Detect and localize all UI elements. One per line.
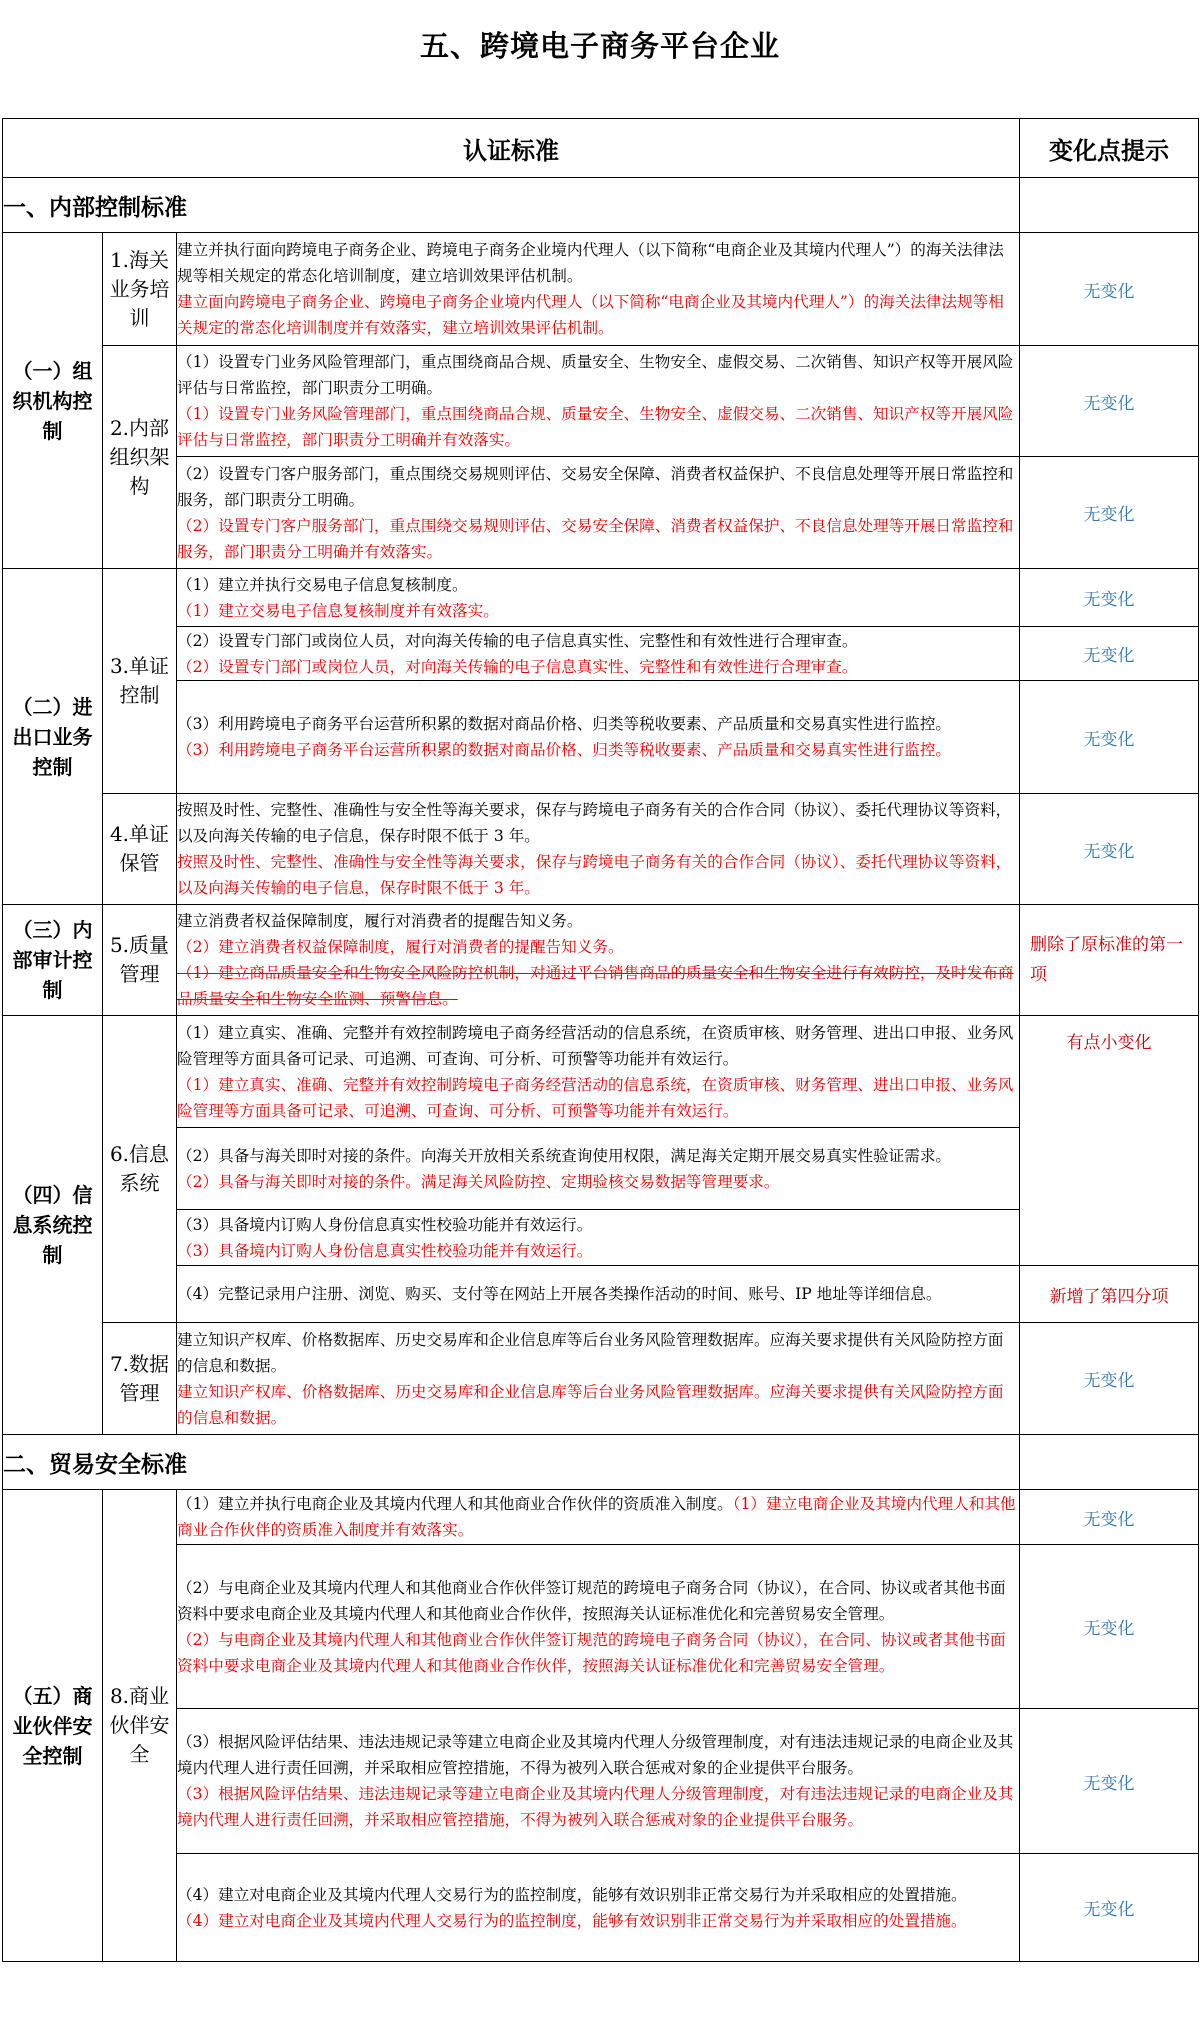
- item-quality-management: 5.质量管理: [103, 905, 177, 1016]
- standard-cell: [177, 627, 1020, 681]
- standard-cell: [177, 681, 1020, 794]
- table-row: [3, 1545, 1199, 1709]
- old-standard-text: （1）建立并执行交易电子信息复核制度。: [177, 575, 468, 594]
- table-row: [3, 1128, 1199, 1210]
- table-row: [3, 794, 1199, 905]
- old-standard-text: （2）设置专门部门或岗位人员，对向海关传输的电子信息真实性、完整性和有效性进行合理审查。: [177, 631, 858, 650]
- deleted-standard-text: （1）建立商品质量安全和生物安全风险防控机制，对通过平台销售商品的质量安全和生物安全进行有效防控，及时发布商品质量安全和生物安全监测、预警信息。: [177, 964, 1014, 1008]
- change-note: 无变化: [1020, 627, 1199, 681]
- item-document-keeping: 4.单证保管: [103, 794, 177, 905]
- item-customs-training: 1.海关业务培训: [103, 233, 177, 346]
- old-standard-text: （4）建立对电商企业及其境内代理人交易行为的监控制度，能够有效识别非正常交易行为并采取相应的处置措施。: [177, 1885, 967, 1904]
- old-standard-text: （4）完整记录用户注册、浏览、购买、支付等在网站上开展各类操作活动的时间、账号、IP 地址等详细信息。: [177, 1285, 942, 1303]
- table-row: [3, 457, 1199, 569]
- change-note: 删除了原标准的第一项: [1020, 905, 1199, 1016]
- standard-cell: [177, 346, 1020, 457]
- standard-cell: [177, 233, 1020, 346]
- old-standard-text: 按照及时性、完整性、准确性与安全性等海关要求，保存与跨境电子商务有关的合作合同（协议）、委托代理协议等资料，以及向海关传输的电子信息，保存时限不低于 3 年。: [177, 801, 1012, 845]
- section-title-internal-control: 一、内部控制标准: [3, 178, 1020, 233]
- table-row: [3, 1854, 1199, 1962]
- new-standard-text: （4）建立对电商企业及其境内代理人交易行为的监控制度，能够有效识别非正常交易行为并采取相应的处置措施。: [177, 1911, 967, 1930]
- new-standard-text: （1）建立交易电子信息复核制度并有效落实。: [177, 601, 499, 620]
- standard-cell: [177, 569, 1020, 627]
- category-internal-audit: （三）内部审计控制: [3, 905, 103, 1016]
- new-standard-text: 建立面向跨境电子商务企业、跨境电子商务企业境内代理人（以下简称“电商企业及其境内代理人”）的海关法律法规等相关规定的常态化培训制度并有效落实，建立培训效果评估机制。: [177, 293, 1004, 337]
- change-note: 有点小变化: [1020, 1016, 1199, 1266]
- table-row: [3, 233, 1199, 346]
- standard-cell: [177, 1545, 1020, 1709]
- change-note: 无变化: [1020, 569, 1199, 627]
- header-change: 变化点提示: [1020, 119, 1199, 178]
- header-standard: 认证标准: [3, 119, 1020, 178]
- new-standard-text: （3）根据风险评估结果、违法违规记录等建立电商企业及其境内代理人分级管理制度，对有违法违规记录的电商企业及其境内代理人进行责任回溯，并采取相应管控措施，不得为被列入联合惩戒对象的企业提供平台服务。: [177, 1785, 1014, 1829]
- new-standard-text: 建立知识产权库、价格数据库、历史交易库和企业信息库等后台业务风险管理数据库。应海关要求提供有关风险防控方面的信息和数据。: [177, 1382, 1004, 1427]
- old-standard-text: （3）具备境内订购人身份信息真实性校验功能并有效运行。: [177, 1215, 593, 1234]
- change-note: 无变化: [1020, 681, 1199, 794]
- new-standard-text: （3）利用跨境电子商务平台运营所积累的数据对商品价格、归类等税收要素、产品质量和交易真实性进行监控。: [177, 741, 952, 759]
- new-standard-text: （2）设置专门客户服务部门，重点围绕交易规则评估、交易安全保障、消费者权益保护、不良信息处理等开展日常监控和服务，部门职责分工明确并有效落实。: [177, 516, 1014, 561]
- category-partner-security: （五）商业伙伴安全控制: [3, 1490, 103, 1962]
- item-info-system: 6.信息系统: [103, 1016, 177, 1323]
- table-row: [3, 1323, 1199, 1435]
- old-standard-text: （3）根据风险评估结果、违法违规记录等建立电商企业及其境内代理人分级管理制度，对有违法违规记录的电商企业及其境内代理人进行责任回溯，并采取相应管控措施，不得为被列入联合惩戒对象的企业提供平台服务。: [177, 1733, 1014, 1777]
- section-row: [3, 178, 1199, 233]
- page-title: 五、跨境电子商务平台企业: [419, 29, 780, 63]
- standard-cell: [177, 905, 1020, 1016]
- table-row: [3, 1266, 1199, 1323]
- old-standard-text: （1）建立真实、准确、完整并有效控制跨境电子商务经营活动的信息系统，在资质审核、财务管理、进出口申报、业务风险管理等方面具备可记录、可追溯、可查询、可分析、可预警等功能并有效运行。: [177, 1023, 1014, 1068]
- new-standard-text: （1）建立电商企业及其境内代理人和其他商业合作伙伴的资质准入制度并有效落实。: [177, 1495, 1016, 1539]
- standard-cell: [177, 1266, 1020, 1323]
- table-row: [3, 681, 1199, 794]
- table-row: [3, 905, 1199, 1016]
- standard-cell: [177, 1016, 1020, 1128]
- standard-cell: [177, 1210, 1020, 1266]
- section-row: [3, 1435, 1199, 1490]
- item-document-control: 3.单证控制: [103, 569, 177, 794]
- new-standard-text: （1）建立真实、准确、完整并有效控制跨境电子商务经营活动的信息系统，在资质审核、财务管理、进出口申报、业务风险管理等方面具备可记录、可追溯、可查询、可分析、可预警等功能并有效运行。: [177, 1075, 1014, 1120]
- new-standard-text: （2）具备与海关即时对接的条件。满足海关风险防控、定期验核交易数据等管理要求。: [177, 1172, 780, 1191]
- new-standard-text: （2）设置专门部门或岗位人员，对向海关传输的电子信息真实性、完整性和有效性进行合理审查。: [177, 657, 858, 676]
- change-note: 无变化: [1020, 1323, 1199, 1435]
- section-change-cell: [1020, 178, 1199, 233]
- section-title-trade-security: 二、贸易安全标准: [3, 1435, 1020, 1490]
- change-note: 无变化: [1020, 457, 1199, 569]
- certification-standards-table: [2, 118, 1199, 1962]
- old-standard-text: （2）具备与海关即时对接的条件。向海关开放相关系统查询使用权限，满足海关定期开展交易真实性验证需求。: [177, 1146, 952, 1165]
- old-standard-text: 建立知识产权库、价格数据库、历史交易库和企业信息库等后台业务风险管理数据库。应海关要求提供有关风险防控方面的信息和数据。: [177, 1330, 1004, 1375]
- old-standard-text: （2）设置专门客户服务部门，重点围绕交易规则评估、交易安全保障、消费者权益保护、不良信息处理等开展日常监控和服务，部门职责分工明确。: [177, 464, 1014, 509]
- change-note: 无变化: [1020, 1545, 1199, 1709]
- standard-cell: [177, 1323, 1020, 1435]
- standard-cell: [177, 457, 1020, 569]
- old-standard-text: （3）利用跨境电子商务平台运营所积累的数据对商品价格、归类等税收要素、产品质量和交易真实性进行监控。: [177, 715, 952, 733]
- change-note: 无变化: [1020, 1854, 1199, 1962]
- category-import-export-control: （二）进出口业务控制: [3, 569, 103, 905]
- change-note: 新增了第四分项: [1020, 1266, 1199, 1323]
- new-standard-text: （2）与电商企业及其境内代理人和其他商业合作伙伴签订规范的跨境电子商务合同（协议），在合同、协议或者其他书面资料中要求电商企业及其境内代理人和其他商业合作伙伴，按照海关认证标准优化和完善贸易安全管理。: [177, 1630, 1006, 1675]
- change-note: 无变化: [1020, 794, 1199, 905]
- new-standard-text: （2）建立消费者权益保障制度，履行对消费者的提醒告知义务。: [177, 938, 624, 956]
- table-row: [3, 1490, 1199, 1545]
- old-standard-text: 建立消费者权益保障制度，履行对消费者的提醒告知义务。: [177, 912, 583, 930]
- category-info-system-control: （四）信息系统控制: [3, 1016, 103, 1435]
- table-row: [3, 1016, 1199, 1128]
- old-standard-text: （1）设置专门业务风险管理部门，重点围绕商品合规、质量安全、生物安全、虚假交易、二次销售、知识产权等开展风险评估与日常监控，部门职责分工明确。: [177, 353, 1014, 397]
- table-row: [3, 569, 1199, 627]
- table-row: [3, 1210, 1199, 1266]
- table-row: [3, 346, 1199, 457]
- new-standard-text: （1）设置专门业务风险管理部门，重点围绕商品合规、质量安全、生物安全、虚假交易、二次销售、知识产权等开展风险评估与日常监控，部门职责分工明确并有效落实。: [177, 405, 1014, 449]
- item-internal-org: 2.内部组织架构: [103, 346, 177, 569]
- standard-cell: [177, 1128, 1020, 1210]
- change-note: 无变化: [1020, 233, 1199, 346]
- table-row: [3, 627, 1199, 681]
- section-change-cell: [1020, 1435, 1199, 1490]
- change-note: 无变化: [1020, 1709, 1199, 1854]
- old-standard-text: （2）与电商企业及其境内代理人和其他商业合作伙伴签订规范的跨境电子商务合同（协议），在合同、协议或者其他书面资料中要求电商企业及其境内代理人和其他商业合作伙伴，按照海关认证标准优化和完善贸易安全管理。: [177, 1578, 1006, 1623]
- change-note: 无变化: [1020, 346, 1199, 457]
- new-standard-text: （3）具备境内订购人身份信息真实性校验功能并有效运行。: [177, 1241, 593, 1260]
- standard-cell: [177, 1709, 1020, 1854]
- item-data-management: 7.数据管理: [103, 1323, 177, 1435]
- category-org-control: （一）组织机构控制: [3, 233, 103, 569]
- new-standard-text: 按照及时性、完整性、准确性与安全性等海关要求，保存与跨境电子商务有关的合作合同（协议）、委托代理协议等资料，以及向海关传输的电子信息，保存时限不低于 3 年。: [177, 853, 1012, 897]
- table-row: [3, 1709, 1199, 1854]
- old-standard-text: （1）建立并执行电商企业及其境内代理人和其他商业合作伙伴的资质准入制度。: [177, 1495, 733, 1513]
- change-note: 无变化: [1020, 1490, 1199, 1545]
- table-header-row: [3, 119, 1199, 178]
- standard-cell: [177, 1490, 1020, 1545]
- item-partner-security: 8.商业伙伴安全: [103, 1490, 177, 1962]
- standard-cell: [177, 1854, 1020, 1962]
- standard-cell: [177, 794, 1020, 905]
- old-standard-text: 建立并执行面向跨境电子商务企业、跨境电子商务企业境内代理人（以下简称“电商企业及其境内代理人”）的海关法律法规等相关规定的常态化培训制度，建立培训效果评估机制。: [177, 241, 1004, 285]
